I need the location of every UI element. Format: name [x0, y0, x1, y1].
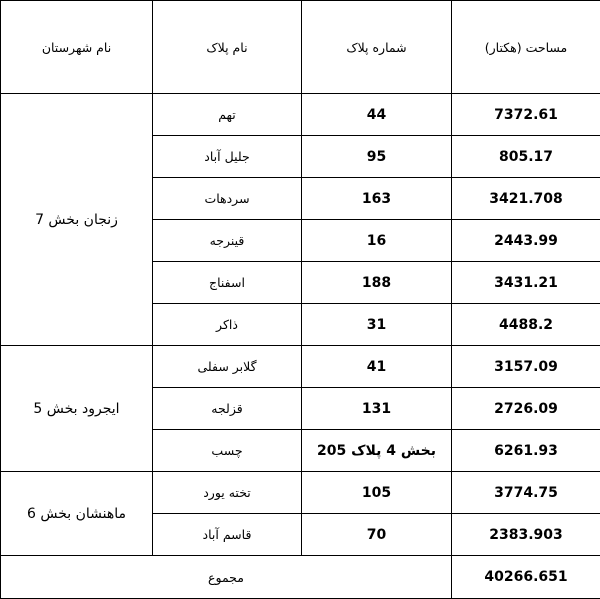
county-cell: ایجرود بخش 5: [1, 346, 153, 472]
area-cell: 2443.99: [452, 220, 600, 262]
plaque-name-cell: گلابر سفلی: [153, 346, 302, 388]
plaque-number-cell: 70: [302, 514, 452, 556]
area-cell: 3421.708: [452, 178, 600, 220]
plaque-number-cell: 31: [302, 304, 452, 346]
plaque-number-cell: بخش 4 پلاک 205: [302, 430, 452, 472]
plaque-number-cell: 44: [302, 94, 452, 136]
plaque-number-cell: 105: [302, 472, 452, 514]
county-cell: ماهنشان بخش 6: [1, 472, 153, 556]
total-row: [1, 556, 600, 599]
table-row: [1, 346, 600, 388]
area-cell: 4488.2: [452, 304, 600, 346]
header-county: نام شهرستان: [1, 1, 153, 94]
plaque-name-cell: چسب: [153, 430, 302, 472]
plaque-name-cell: قاسم آباد: [153, 514, 302, 556]
plaque-number-cell: 163: [302, 178, 452, 220]
plaque-number-cell: 95: [302, 136, 452, 178]
area-cell: 7372.61: [452, 94, 600, 136]
plaque-name-cell: ذاکر: [153, 304, 302, 346]
total-value: 40266.651: [452, 556, 600, 599]
plaque-name-cell: سردهات: [153, 178, 302, 220]
plaque-name-cell: تهم: [153, 94, 302, 136]
table-row: [1, 472, 600, 514]
header-area: مساحت (هکتار): [452, 1, 600, 94]
plaque-name-cell: قینرجه: [153, 220, 302, 262]
plaque-name-cell: جلیل آباد: [153, 136, 302, 178]
header-plaque-number: شماره پلاک: [302, 1, 452, 94]
header-plaque-name: نام پلاک: [153, 1, 302, 94]
plaque-name-cell: تخته یورد: [153, 472, 302, 514]
plaque-number-cell: 131: [302, 388, 452, 430]
area-cell: 2383.903: [452, 514, 600, 556]
area-cell: 3431.21: [452, 262, 600, 304]
header-row: [1, 1, 600, 94]
area-cell: 2726.09: [452, 388, 600, 430]
total-label: مجموع: [1, 556, 452, 599]
plaque-number-cell: 41: [302, 346, 452, 388]
plaque-number-cell: 16: [302, 220, 452, 262]
plaque-number-cell: 188: [302, 262, 452, 304]
table-row: [1, 94, 600, 136]
area-cell: 3774.75: [452, 472, 600, 514]
plaque-name-cell: اسفناج: [153, 262, 302, 304]
area-cell: 6261.93: [452, 430, 600, 472]
plaque-name-cell: قزلجه: [153, 388, 302, 430]
area-cell: 3157.09: [452, 346, 600, 388]
area-cell: 805.17: [452, 136, 600, 178]
county-cell: زنجان بخش 7: [1, 94, 153, 346]
